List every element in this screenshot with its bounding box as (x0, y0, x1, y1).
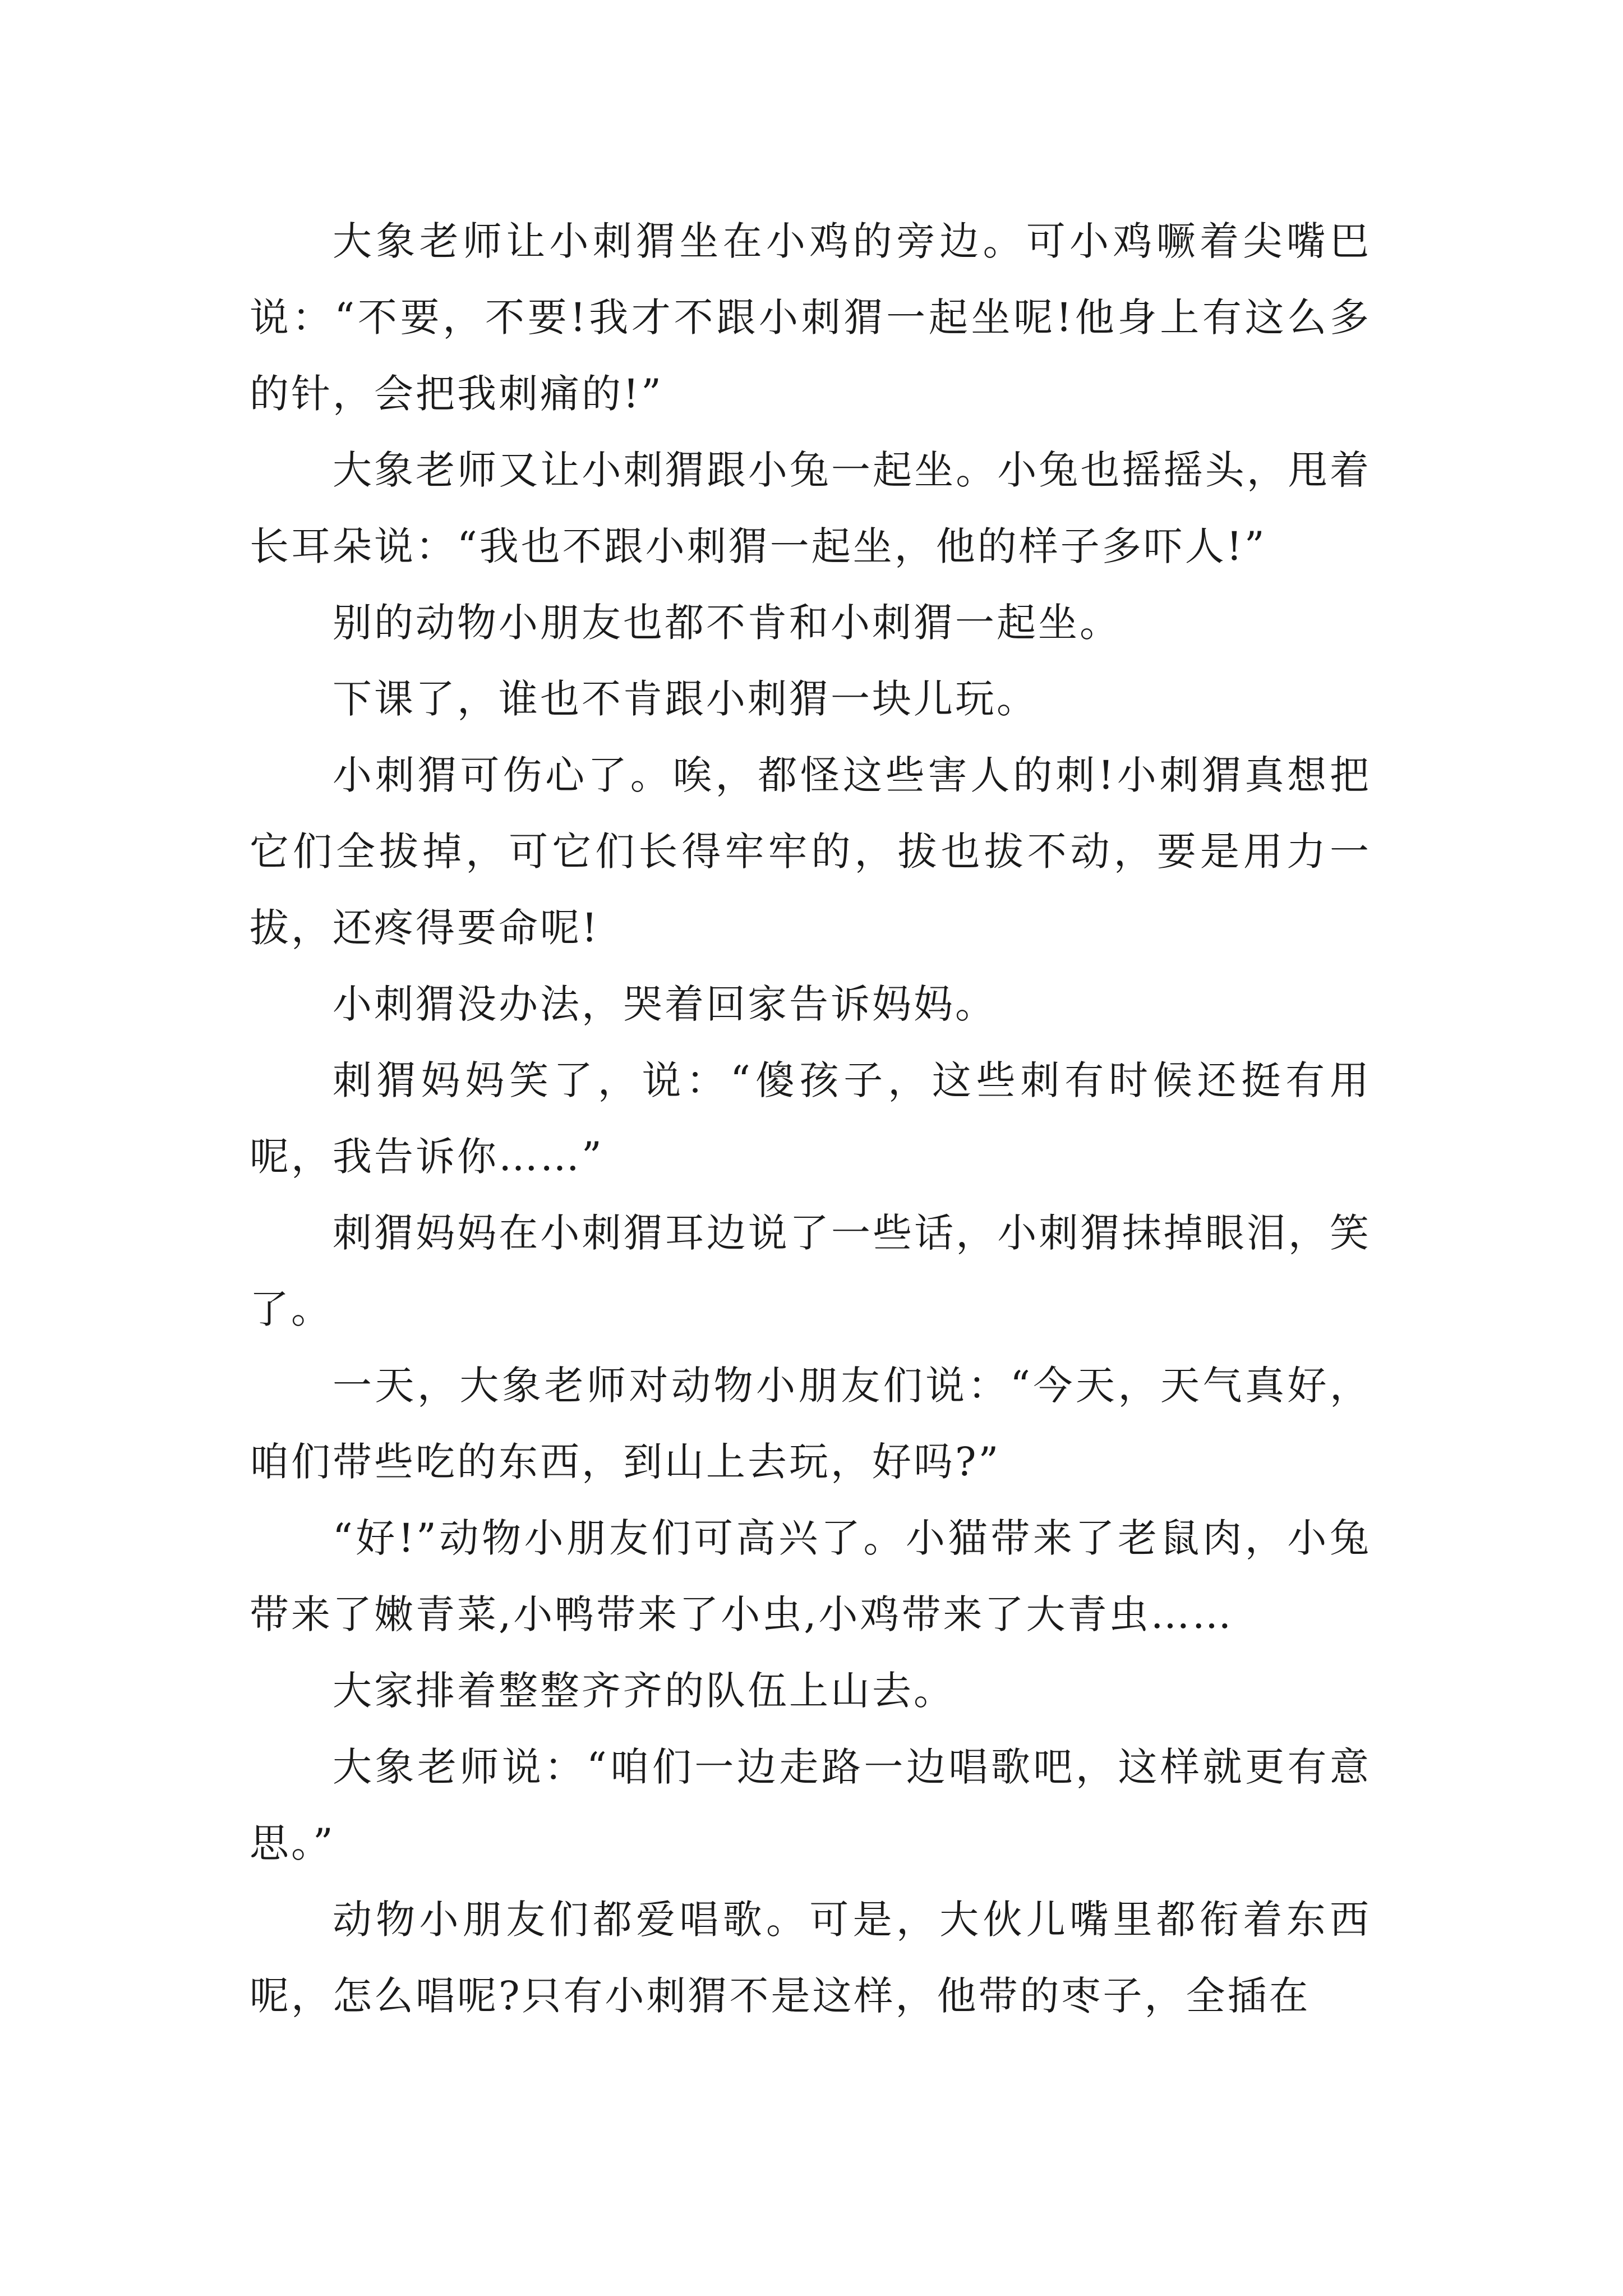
paragraph-11: 大家排着整整齐齐的队伍上山去。 (333, 1668, 955, 1714)
paragraph-1: 大象老师让小刺猬坐在小鸡的旁边。可小鸡噘着尖嘴巴说：“不要，不要!我才不跟小刺猬一起坐呢!他身上有这么多的针，会把我刺痛的!” (250, 218, 1371, 417)
paragraph-9: 一天，大象老师对动物小朋友们说：“今天，天气真好，咱们带些吃的东西，到山上去玩，好吗?” (250, 1363, 1371, 1485)
paragraph-7: 刺猬妈妈笑了，说：“傻孩子，这些刺有时候还挺有用呢，我告诉你……” (250, 1057, 1371, 1180)
paragraph-2: 大象老师又让小刺猬跟小兔一起坐。小兔也摇摇头，甩着长耳朵说：“我也不跟小刺猬一起坐，他的样子多吓人!” (250, 447, 1371, 569)
paragraph-8: 刺猬妈妈在小刺猬耳边说了一些话，小刺猬抹掉眼泪，笑了。 (250, 1210, 1371, 1332)
paragraph-13: 动物小朋友们都爱唱歌。可是，大伙儿嘴里都衔着东西呢，怎么唱呢?只有小刺猬不是这样，他带的枣子，全插在 (250, 1897, 1371, 2019)
paragraph-3: 别的动物小朋友也都不肯和小刺猬一起坐。 (333, 600, 1121, 646)
paragraph-12: 大象老师说：“咱们一边走路一边唱歌吧，这样就更有意思。” (250, 1744, 1371, 1866)
document-body (250, 203, 1371, 2034)
paragraph-10: “好!”动物小朋友们可高兴了。小猫带来了老鼠肉，小兔带来了嫩青菜,小鸭带来了小虫,小鸡带来了大青虫…… (250, 1515, 1371, 1637)
paragraph-6: 小刺猬没办法，哭着回家告诉妈妈。 (333, 981, 997, 1027)
paragraph-4: 下课了，谁也不肯跟小刺猬一块儿玩。 (333, 676, 1038, 722)
paragraph-5: 小刺猬可伤心了。唉，都怪这些害人的刺!小刺猬真想把它们全拔掉，可它们长得牢牢的，拔也拔不动，要是用力一拔，还疼得要命呢! (250, 752, 1371, 951)
